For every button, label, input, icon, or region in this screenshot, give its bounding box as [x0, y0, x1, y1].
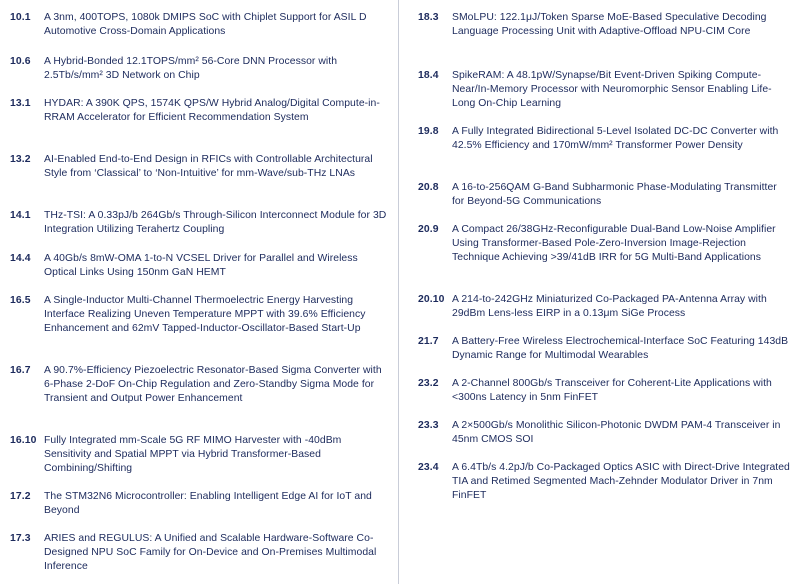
paper-entry	[418, 461, 790, 503]
paper-entry	[418, 419, 790, 447]
paper-number: 20.10	[418, 294, 445, 305]
left-paper-column	[10, 0, 388, 584]
paper-number: 18.3	[418, 12, 439, 23]
paper-entry	[418, 293, 790, 321]
paper-title: A 214-to-242GHz Miniaturized Co-Packaged PA-Antenna Array with 29dBm Lens-less EIRP in a 0.13μm SiGe Process	[452, 294, 767, 319]
paper-number: 23.3	[418, 420, 439, 431]
paper-entry	[418, 377, 790, 405]
paper-title: ARIES and REGULUS: A Unified and Scalable Hardware-Software Co-Designed NPU SoC Family for On-Device and On-Premises Multimodal Inference	[44, 533, 377, 572]
paper-title: A Compact 26/38GHz-Reconfigurable Dual-Band Low-Noise Amplifier Using Transformer-Based Pole-Zero-Inversion Image-Rejection Technique Achieving >39/41dB IRR for 5G Multi-Band Applications	[452, 224, 776, 263]
paper-title: A 90.7%-Efficiency Piezoelectric Resonator-Based Sigma Converter with 6-Phase 2-DoF On-Chip Regulation and Zero-Standby Sigma Mode for Transient and Output Power Enhancement	[44, 365, 382, 404]
paper-number: 13.1	[10, 98, 31, 109]
paper-entry	[10, 294, 388, 336]
paper-entry	[10, 434, 388, 476]
right-paper-column	[418, 0, 790, 584]
paper-entry	[10, 153, 388, 181]
paper-number: 10.1	[10, 12, 31, 23]
paper-number: 13.2	[10, 154, 31, 165]
paper-number: 16.7	[10, 365, 31, 376]
paper-entry	[10, 209, 388, 237]
paper-number: 20.8	[418, 182, 439, 193]
paper-title: A Single-Inductor Multi-Channel Thermoelectric Energy Harvesting Interface Realizing Uneven Temperature MPPT with 39.6% Efficiency Enhancement and 62mV Tapped-Inductor-Oscillator-Based Start-Up	[44, 295, 366, 334]
paper-number: 16.5	[10, 295, 31, 306]
paper-number: 14.4	[10, 253, 31, 264]
paper-number: 14.1	[10, 210, 31, 221]
paper-number: 16.10	[10, 435, 37, 446]
paper-title: SMoLPU: 122.1μJ/Token Sparse MoE-Based Speculative Decoding Language Processing Unit with Adaptive-Offload NPU-CIM Core	[452, 12, 767, 37]
paper-title: A 2-Channel 800Gb/s Transceiver for Coherent-Lite Applications with <300ns Latency in 5nm FinFET	[452, 378, 772, 403]
paper-entry	[10, 490, 388, 518]
paper-title: HYDAR: A 390K QPS, 1574K QPS/W Hybrid Analog/Digital Compute-in-RRAM Accelerator for Efficient Recommendation System	[44, 98, 380, 123]
paper-title: A 16-to-256QAM G-Band Subharmonic Phase-Modulating Transmitter for Beyond-5G Communications	[452, 182, 777, 207]
paper-entry	[418, 69, 790, 111]
paper-title: A 40Gb/s 8mW-OMA 1-to-N VCSEL Driver for Parallel and Wireless Optical Links Using 150nm GaN HEMT	[44, 253, 358, 278]
paper-number: 17.3	[10, 533, 31, 544]
paper-entry	[10, 532, 388, 574]
paper-title: A Battery-Free Wireless Electrochemical-Interface SoC Featuring 143dB Dynamic Range for Multimodal Wearables	[452, 336, 789, 361]
paper-number: 21.7	[418, 336, 439, 347]
paper-number: 23.4	[418, 462, 439, 473]
paper-title: A Fully Integrated Bidirectional 5-Level Isolated DC-DC Converter with 42.5% Efficiency and 170mW/mm² Transformer Power Density	[452, 126, 779, 151]
paper-entry	[10, 364, 388, 406]
paper-number: 17.2	[10, 491, 31, 502]
paper-number: 20.9	[418, 224, 439, 235]
paper-title: The STM32N6 Microcontroller: Enabling Intelligent Edge AI for IoT and Beyond	[44, 491, 372, 516]
paper-number: 10.6	[10, 56, 31, 67]
paper-title: SpikeRAM: A 48.1pW/Synapse/Bit Event-Driven Spiking Compute-Near/In-Memory Processor with Neuromorphic Sensor Enabling Life-Long On-Chip Learning	[452, 70, 772, 109]
paper-title: Fully Integrated mm-Scale 5G RF MIMO Harvester with -40dBm Sensitivity and Spatial MPPT via Hybrid Transformer-Based Combining/Shifting	[44, 435, 342, 474]
paper-entry	[10, 11, 388, 39]
paper-title: A 3nm, 400TOPS, 1080k DMIPS SoC with Chiplet Support for ASIL D Automotive Cross-Domain Applications	[44, 12, 367, 37]
column-divider	[398, 0, 399, 584]
paper-entry	[10, 55, 388, 83]
paper-entry	[10, 97, 388, 125]
paper-entry	[418, 11, 790, 39]
paper-number: 18.4	[418, 70, 439, 81]
paper-number: 23.2	[418, 378, 439, 389]
paper-title: A 2×500Gb/s Monolithic Silicon-Photonic DWDM PAM-4 Transceiver in 45nm CMOS SOI	[452, 420, 781, 445]
paper-title: AI-Enabled End-to-End Design in RFICs with Controllable Architectural Style from ‘Classical’ to ‘Non-Intuitive’ for mm-Wave/sub-THz LNAs	[44, 154, 373, 179]
paper-entry	[418, 335, 790, 363]
paper-entry	[418, 181, 790, 209]
paper-title: THz-TSI: A 0.33pJ/b 264Gb/s Through-Silicon Interconnect Module for 3D Integration Utilizing Terahertz Coupling	[44, 210, 387, 235]
paper-entry	[418, 223, 790, 265]
paper-title: A Hybrid-Bonded 12.1TOPS/mm² 56-Core DNN Processor with 2.5Tb/s/mm² 3D Network on Chip	[44, 56, 338, 81]
paper-entry	[418, 125, 790, 153]
paper-entry	[10, 252, 388, 280]
paper-number: 19.8	[418, 126, 439, 137]
paper-title: A 6.4Tb/s 4.2pJ/b Co-Packaged Optics ASIC with Direct-Drive Integrated TIA and Retimed Segmented Mach-Zehnder Modulator Driver in 7nm FinFET	[452, 462, 790, 501]
